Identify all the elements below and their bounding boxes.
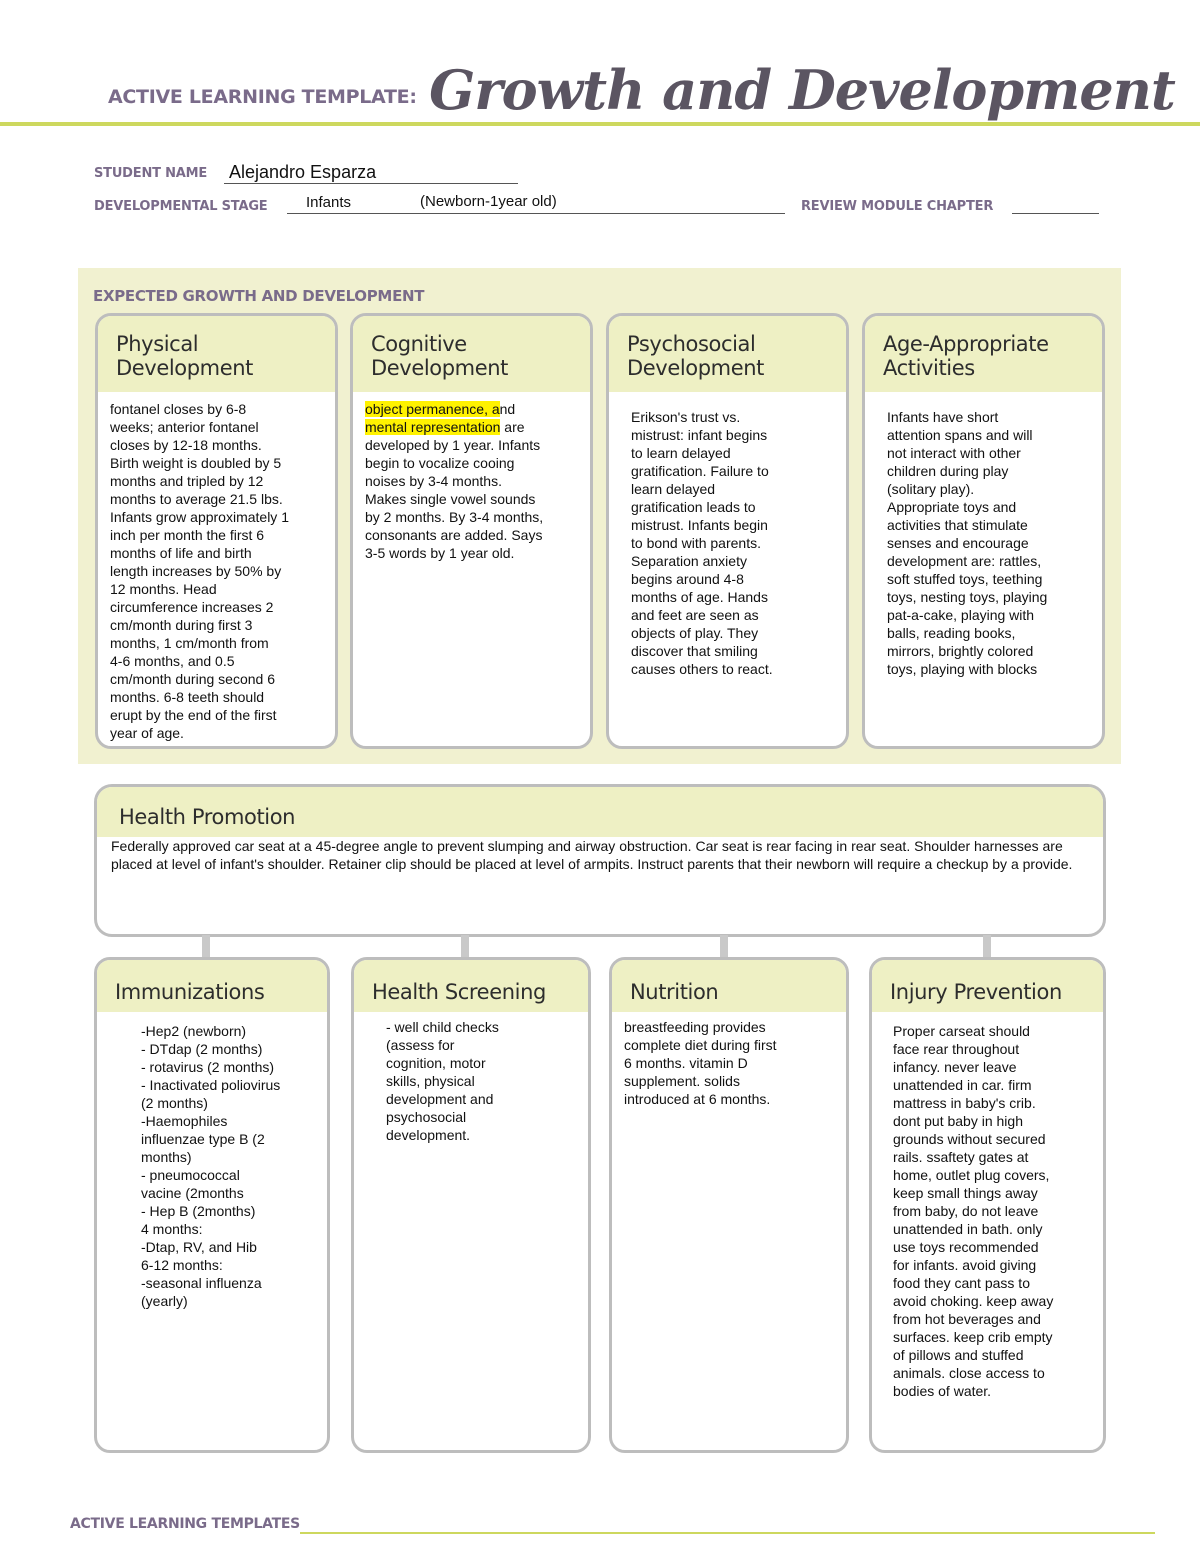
physical-development-title: Physical Development	[116, 332, 253, 380]
page-header	[108, 58, 1175, 122]
health-promotion-text[interactable]: Federally approved car seat at a 45-degree angle to prevent slumping and airway obstruction. Car seat is rear facing in rear seat. Shoulder harnesses are placed at level of infant's shoulder. Retainer clip should be placed at level of armpits. Instruct parents that their newborn will require a checkup by a provide.	[97, 837, 1103, 873]
age-appropriate-activities-card	[862, 313, 1105, 749]
connector	[461, 935, 469, 957]
review-module-label: REVIEW MODULE CHAPTER	[801, 199, 994, 214]
page-title: Growth and Development	[429, 58, 1175, 122]
student-name-underline	[224, 183, 518, 184]
nutrition-title: Nutrition	[630, 980, 719, 1004]
age-appropriate-activities-header	[865, 316, 1102, 392]
psychosocial-development-header	[609, 316, 846, 392]
psychosocial-development-card	[606, 313, 849, 749]
developmental-stage-value[interactable]: Infants	[306, 194, 352, 211]
cognitive-development-title: Cognitive Development	[371, 332, 508, 380]
student-name-value[interactable]: Alejandro Esparza	[229, 162, 377, 182]
psychosocial-development-title: Psychosocial Development	[627, 332, 764, 380]
connector	[983, 935, 991, 957]
health-screening-title: Health Screening	[372, 980, 546, 1004]
highlighted-text: mental representation	[365, 419, 501, 435]
health-screening-text[interactable]: - well child checks (assess for cognition, motor skills, physical development and psychosocial development.	[386, 1019, 499, 1143]
nutrition-header	[612, 960, 846, 1012]
physical-development-header	[98, 316, 335, 392]
cognitive-development-text[interactable]	[353, 392, 590, 562]
immunizations-text[interactable]: -Hep2 (newborn) - DTdap (2 months) - rotavirus (2 months) - Inactivated poliovirus (2 months) -Haemophiles influenzae type B (2 months) - pneumococcal vacine (2months - Hep B (2months) 4 months: -Dtap, RV, and Hib 6-12 months: -seasonal influenza (yearly)	[141, 1023, 281, 1309]
highlighted-text: object permanence, a	[365, 401, 500, 417]
nutrition-card	[609, 957, 849, 1453]
footer-label: ACTIVE LEARNING TEMPLATES	[70, 1516, 300, 1532]
cognitive-body: developed by 1 year. Infants begin to vocalize cooing noises by 3-4 months. Makes single vowel sounds by 2 months. By 3-4 months, consonants are added. Says 3-5 words by 1 year old.	[365, 437, 544, 561]
developmental-stage-label: DEVELOPMENTAL STAGE	[94, 199, 268, 214]
injury-prevention-text[interactable]: Proper carseat should face rear throughout infancy. never leave unattended in car. firm mattress in baby's crib. dont put baby in high grounds without secured rails. ssaftety gates at home, outlet plug covers, keep small things away from baby, do not leave unattended in bath. only use toys recommended for infants. avoid giving food they cant pass to avoid choking. keep away from hot beverages and surfaces. keep crib empty of pillows and stuffed animals. close access to bodies of water.	[893, 1023, 1054, 1399]
cognitive-development-header	[353, 316, 590, 392]
review-module-underline[interactable]	[1012, 213, 1099, 214]
physical-development-card	[95, 313, 338, 749]
immunizations-card	[94, 957, 330, 1453]
injury-prevention-header	[872, 960, 1103, 1012]
developmental-stage-range[interactable]: (Newborn-1year old)	[420, 193, 557, 210]
health-promotion-card	[94, 784, 1106, 937]
cognitive-line-1-rest: nd	[499, 401, 516, 417]
cognitive-development-card	[350, 313, 593, 749]
immunizations-header	[97, 960, 327, 1012]
header-divider	[0, 122, 1200, 126]
cognitive-line-2-rest: are	[500, 419, 525, 435]
psychosocial-development-text[interactable]: Erikson's trust vs. mistrust: infant begins to learn delayed gratification. Failure to learn delayed gratification leads to mistrust. Infants begin to bond with parents. Separation anxiety begins around 4-8 months of age. Hands and feet are seen as objects of play. They discover that smiling causes others to react.	[631, 409, 773, 677]
health-promotion-header	[97, 787, 1103, 837]
injury-prevention-title: Injury Prevention	[890, 980, 1062, 1004]
nutrition-text[interactable]: breastfeeding provides complete diet during first 6 months. vitamin D supplement. solids introduced at 6 months.	[624, 1019, 777, 1107]
injury-prevention-card	[869, 957, 1106, 1453]
developmental-stage-underline	[287, 213, 785, 214]
health-screening-card	[351, 957, 591, 1453]
connector	[202, 935, 210, 957]
health-screening-header	[354, 960, 588, 1012]
immunizations-title: Immunizations	[115, 980, 265, 1004]
student-name-label: STUDENT NAME	[94, 166, 208, 181]
footer-divider	[300, 1532, 1155, 1534]
age-appropriate-activities-title: Age-Appropriate Activities	[883, 332, 1049, 380]
connector	[720, 935, 728, 957]
expected-growth-title: EXPECTED GROWTH AND DEVELOPMENT	[93, 287, 425, 305]
health-promotion-title: Health Promotion	[119, 805, 296, 829]
age-appropriate-activities-text[interactable]: Infants have short attention spans and will not interact with other children during play (solitary play). Appropriate toys and activities that stimulate senses and encourage development are: rattles, soft stuffed toys, teething toys, nesting toys, playing pat-a-cake, playing with balls, reading books, mirrors, brightly colored toys, playing with blocks	[887, 409, 1048, 677]
template-label: ACTIVE LEARNING TEMPLATE:	[108, 86, 417, 108]
physical-development-text[interactable]: fontanel closes by 6-8 weeks; anterior fontanel closes by 12-18 months. Birth weight is doubled by 5 months and tripled by 12 months to average 21.5 lbs. Infants grow approximately 1 inch per month the first 6 months of life and birth length increases by 50% by 12 months. Head circumference increases 2 cm/month during first 3 months, 1 cm/month from 4-6 months, and 0.5 cm/month during second 6 months. 6-8 teeth should erupt by the end of the first year of age.	[110, 401, 289, 741]
